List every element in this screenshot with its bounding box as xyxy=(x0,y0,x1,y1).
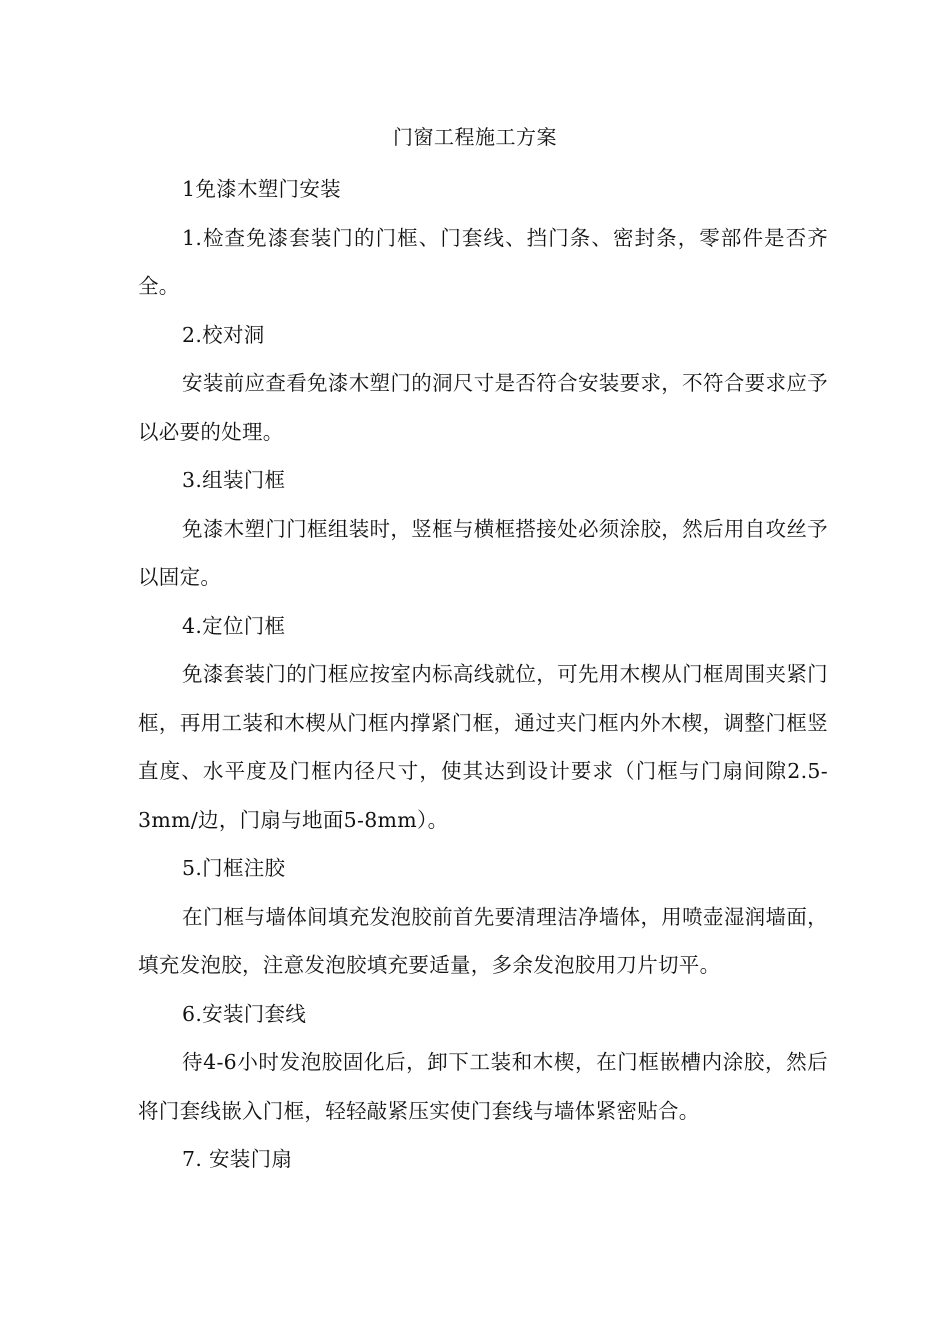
step-heading: 4.定位门框 xyxy=(182,613,286,638)
section-heading: 1免漆木塑门安装 xyxy=(182,177,341,201)
step-text: 免漆套装门的门框应按室内标高线就位，可先用木楔从门框周围夹紧门框，再用工装和木楔从门框内撑紧门框，通过夹门框内外木楔，调整门框竖直度、水平度及门框内径尺寸，使其达到设计要求（门框与门扇间隙2.5-3mm/边，门扇与地面5-8mm）。 xyxy=(138,662,828,832)
step-text: 免漆木塑门门框组装时，竖框与横框搭接处必须涂胶，然后用自攻丝予以固定。 xyxy=(138,516,828,589)
document-body xyxy=(138,165,828,1184)
step-heading: 6.安装门套线 xyxy=(182,1001,307,1026)
step-heading: 2.校对洞 xyxy=(182,322,265,347)
page-title: 门窗工程施工方案 xyxy=(393,125,557,149)
step-heading: 3.组装门框 xyxy=(182,468,286,492)
step-text: 1.检查免漆套装门的门框、门套线、挡门条、密封条，零部件是否齐全。 xyxy=(138,225,828,298)
step-text: 安装前应查看免漆木塑门的洞尺寸是否符合安装要求，不符合要求应予以必要的处理。 xyxy=(138,371,828,444)
step-heading: 5.门框注胶 xyxy=(182,856,286,880)
step-text: 在门框与墙体间填充发泡胶前首先要清理洁净墙体，用喷壶湿润墙面，填充发泡胶，注意发泡胶填充要适量，多余发泡胶用刀片切平。 xyxy=(138,904,828,977)
step-heading: 7. 安装门扇 xyxy=(182,1147,293,1171)
step-text: 待4-6小时发泡胶固化后，卸下工装和木楔，在门框嵌槽内涂胶，然后将门套线嵌入门框，轻轻敲紧压实使门套线与墙体紧密贴合。 xyxy=(138,1050,828,1123)
